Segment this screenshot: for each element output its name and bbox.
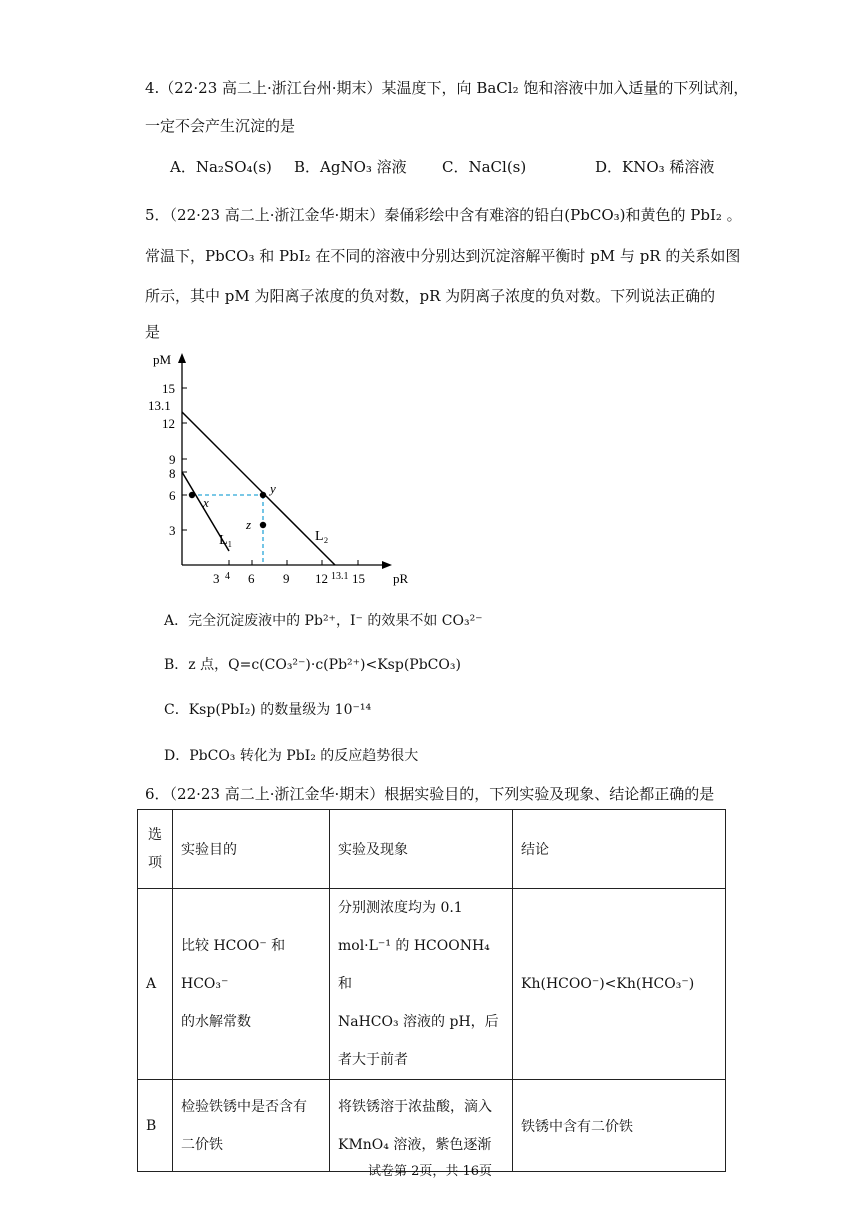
header-option bbox=[138, 810, 173, 889]
row-a-procedure-line1: 分别测浓度均为 0.1 bbox=[338, 900, 463, 916]
q4-options bbox=[170, 157, 730, 179]
y-axis-label: pM bbox=[153, 352, 172, 367]
x-axis-label: pR bbox=[393, 571, 409, 586]
x-tick-13.1: 13.1 bbox=[331, 571, 349, 582]
q6-line1: 6．（22·23 高二上·浙江金华·期末）根据实验目的，下列实验及现象、结论都正确的是 bbox=[145, 785, 715, 803]
row-b-procedure-line1: 将铁锈溶于浓盐酸，滴入 bbox=[338, 1098, 492, 1115]
y-tick-8: 8 bbox=[169, 466, 176, 481]
point-x bbox=[189, 492, 195, 498]
point-x-label: x bbox=[203, 495, 209, 510]
q4-option-a: A．Na₂SO₄(s) bbox=[170, 158, 272, 176]
experiment-table bbox=[137, 809, 726, 1172]
row-a-purpose-line1: 比较 HCOO⁻ 和 HCO₃⁻ bbox=[181, 938, 286, 992]
q4-line2: 一定不会产生沉淀的是 bbox=[145, 117, 296, 135]
header-procedure: 实验及现象 bbox=[330, 810, 513, 889]
row-b-procedure-line2: KMnO₄ 溶液，紫色逐渐 bbox=[338, 1136, 492, 1153]
header-conclusion: 结论 bbox=[513, 810, 726, 889]
row-a-procedure-line2: mol·L⁻¹ 的 HCOONH₄ 和 bbox=[338, 938, 490, 992]
q4-option-c: C．NaCl(s) bbox=[442, 158, 527, 176]
q4-option-d: D．KNO₃ 稀溶液 bbox=[595, 158, 715, 176]
point-z-label: z bbox=[246, 517, 252, 532]
row-b-purpose bbox=[173, 1080, 330, 1172]
y-tick-6: 6 bbox=[169, 488, 176, 503]
q5-choice-c: C．Ksp(PbI₂) 的数量级为 10⁻¹⁴ bbox=[164, 702, 372, 718]
page-footer: 试卷第 2页，共 16页 bbox=[367, 1164, 493, 1179]
y-tick-13.1: 13.1 bbox=[148, 398, 171, 413]
y-tick-12: 12 bbox=[162, 416, 175, 431]
table-row bbox=[138, 889, 726, 1080]
point-y bbox=[260, 492, 266, 498]
q5-choice-a: A．完全沉淀废液中的 Pb²⁺，I⁻ 的效果不如 CO₃²⁻ bbox=[164, 613, 483, 629]
x-tick-6: 6 bbox=[248, 571, 255, 586]
q5-line2: 常温下，PbCO₃ 和 PbI₂ 在不同的溶液中分别达到沉淀溶解平衡时 pM 与 pR 的关系如图 bbox=[145, 247, 741, 265]
point-z bbox=[260, 522, 266, 528]
q5-choice-d: D．PbCO₃ 转化为 PbI₂ 的反应趋势很大 bbox=[164, 748, 419, 764]
table-row bbox=[138, 1080, 726, 1172]
x-ticks bbox=[213, 560, 365, 586]
x-tick-3: 3 bbox=[213, 571, 220, 586]
row-b-procedure bbox=[330, 1080, 513, 1172]
row-b-purpose-line2: 二价铁 bbox=[181, 1136, 223, 1153]
row-a-procedure bbox=[330, 889, 513, 1080]
row-b-option: B bbox=[138, 1080, 173, 1172]
x-tick-9: 9 bbox=[283, 571, 290, 586]
y-tick-9: 9 bbox=[169, 452, 176, 467]
row-b-conclusion: 铁锈中含有二价铁 bbox=[513, 1080, 726, 1172]
x-axis-arrow-icon bbox=[382, 561, 392, 569]
q4-option-b: B．AgNO₃ 溶液 bbox=[294, 158, 407, 176]
q5-line4: 是 bbox=[145, 323, 161, 341]
pm-pr-graph bbox=[145, 348, 409, 588]
table-header-row bbox=[138, 810, 726, 889]
x-tick-4: 4 bbox=[225, 571, 230, 582]
row-a-procedure-line3: NaHCO₃ 溶液的 pH，后 bbox=[338, 1014, 499, 1030]
row-a-conclusion: Kh(HCOO⁻)<Kh(HCO₃⁻) bbox=[513, 889, 726, 1080]
row-a-purpose-line2: 的水解常数 bbox=[181, 1014, 251, 1030]
q5-line1: 5．（22·23 高二上·浙江金华·期末）秦俑彩绘中含有难溶的铅白(PbCO₃)和黄色的 PbI₂ 。 bbox=[145, 206, 742, 224]
y-axis-arrow-icon bbox=[178, 353, 186, 363]
y-tick-3: 3 bbox=[169, 523, 176, 538]
header-purpose: 实验目的 bbox=[173, 810, 330, 889]
row-a-purpose bbox=[173, 889, 330, 1080]
header-option-text: 选项 bbox=[148, 827, 162, 871]
line-l1-label: L₁ bbox=[219, 533, 233, 548]
y-tick-15: 15 bbox=[162, 381, 175, 396]
q5-line3: 所示，其中 pM 为阳离子浓度的负对数，pR 为阴离子浓度的负对数。下列说法正确的 bbox=[145, 287, 716, 305]
line-l2 bbox=[182, 412, 335, 565]
row-a-procedure-line4: 者大于前者 bbox=[338, 1052, 408, 1068]
row-a-option: A bbox=[138, 889, 173, 1080]
q5-choice-b: B．z 点，Q=c(CO₃²⁻)·c(Pb²⁺)<Ksp(PbCO₃) bbox=[164, 657, 461, 673]
x-tick-15: 15 bbox=[352, 571, 365, 586]
q4-line1: 4.（22·23 高二上·浙江台州·期末）某温度下，向 BaCl₂ 饱和溶液中加入适量的下列试剂， bbox=[145, 79, 749, 97]
row-b-purpose-line1: 检验铁锈中是否含有 bbox=[181, 1098, 307, 1115]
line-l2-label: L₂ bbox=[315, 529, 329, 544]
x-tick-12: 12 bbox=[315, 571, 328, 586]
y-ticks bbox=[148, 381, 187, 538]
point-y-label: y bbox=[270, 481, 276, 496]
